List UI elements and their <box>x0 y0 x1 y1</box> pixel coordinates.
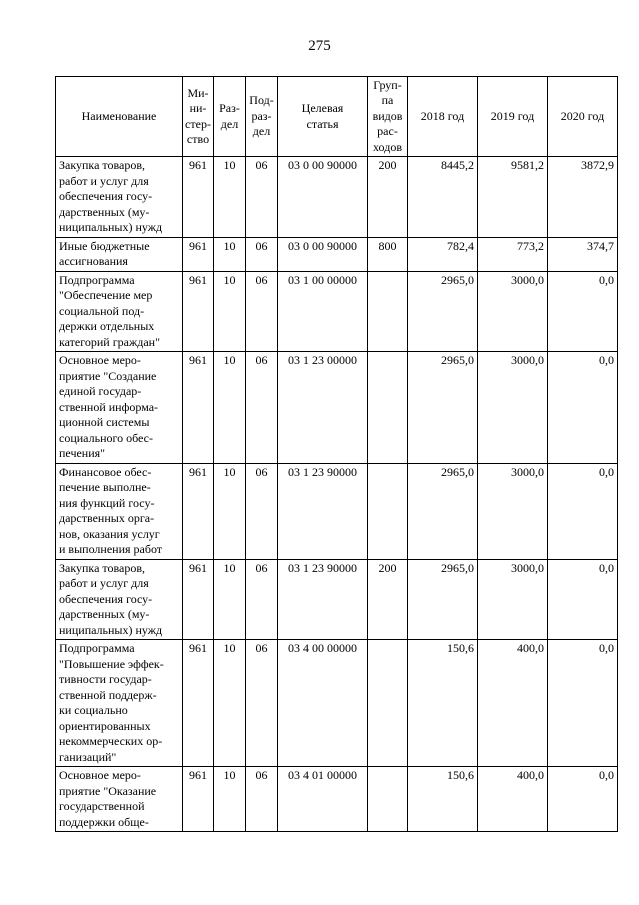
row-name-line: социального обес- <box>59 430 154 445</box>
budget-table <box>55 76 618 832</box>
row-name-line: "Повышение эффек- <box>59 656 164 671</box>
row-name-line: Закупка товаров, <box>59 560 145 575</box>
subsection-code: 06 <box>246 157 278 238</box>
amount-2018: 150,6 <box>408 767 478 832</box>
target-article: 03 0 00 90000 <box>278 157 368 238</box>
amount-2018: 2965,0 <box>408 559 478 640</box>
subsection-code: 06 <box>246 237 278 271</box>
row-name-line: и выполнения работ <box>59 542 163 556</box>
amount-2020: 0,0 <box>548 559 618 640</box>
row-name-line: ориентированных <box>59 718 151 733</box>
table-row <box>56 767 618 832</box>
header-text: раз- <box>251 108 272 123</box>
target-article: 03 0 00 90000 <box>278 237 368 271</box>
amount-2019: 3000,0 <box>478 463 548 559</box>
row-name-line: Подпрограмма <box>59 641 135 655</box>
subsection-code: 06 <box>246 352 278 464</box>
ministry-code: 961 <box>183 640 214 767</box>
subsection-code: 06 <box>246 640 278 767</box>
row-name-line: поддержки обще- <box>59 814 149 829</box>
subsection-code: 06 <box>246 767 278 832</box>
row-name-line: нов, оказания услуг <box>59 526 160 541</box>
header-text: Ми- <box>187 85 209 100</box>
header-text: видов <box>372 108 403 123</box>
row-name-line: обеспечения госу- <box>59 591 153 606</box>
header-text: ходов <box>373 139 402 154</box>
table-row <box>56 271 618 352</box>
header-text: рас- <box>377 124 398 139</box>
expense-group <box>368 352 408 464</box>
row-name-line: держки отдельных <box>59 319 155 333</box>
row-name-line: ственной информа- <box>59 399 159 414</box>
header-row <box>56 77 618 157</box>
amount-2018: 782,4 <box>408 237 478 271</box>
row-name-line: дарственных (му- <box>59 607 150 621</box>
row-name <box>56 352 183 464</box>
amount-2020: 0,0 <box>548 463 618 559</box>
header-subsection <box>246 77 278 157</box>
header-text: ни- <box>189 101 207 115</box>
row-name-line: ассигнования <box>59 254 128 268</box>
row-name-line: печение выполне- <box>59 480 151 494</box>
row-name <box>56 157 183 238</box>
amount-2020: 0,0 <box>548 767 618 832</box>
amount-2019: 9581,2 <box>478 157 548 238</box>
section-code: 10 <box>214 352 246 464</box>
ministry-code: 961 <box>183 463 214 559</box>
table-row <box>56 640 618 767</box>
row-name <box>56 271 183 352</box>
table-row <box>56 157 618 238</box>
row-name-line: Подпрограмма <box>59 272 135 287</box>
row-name-line: Иные бюджетные <box>59 238 150 253</box>
header-2020: 2020 год <box>548 77 618 157</box>
target-article: 03 4 00 00000 <box>278 640 368 767</box>
amount-2020: 374,7 <box>548 237 618 271</box>
section-code: 10 <box>214 157 246 238</box>
header-section <box>214 77 246 157</box>
ministry-code: 961 <box>183 271 214 352</box>
expense-group: 200 <box>368 559 408 640</box>
row-name-line: ниципальных) нужд <box>59 622 163 637</box>
header-2018: 2018 год <box>408 77 478 157</box>
row-name-line: обеспечения госу- <box>59 189 153 203</box>
ministry-code: 961 <box>183 237 214 271</box>
header-text: стер- <box>185 116 211 131</box>
row-name-line: ганизаций" <box>59 749 117 764</box>
row-name-line: приятие "Создание <box>59 368 157 383</box>
subsection-code: 06 <box>246 271 278 352</box>
row-name-line: печения" <box>59 446 106 460</box>
row-name-line: ционной системы <box>59 415 150 429</box>
row-name-line: социальной под- <box>59 303 145 318</box>
row-name-line: тивности государ- <box>59 672 152 686</box>
row-name-line: ственной поддерж- <box>59 687 157 702</box>
amount-2018: 2965,0 <box>408 463 478 559</box>
row-name <box>56 463 183 559</box>
row-name-line: Финансовое обес- <box>59 464 152 479</box>
table-row <box>56 463 618 559</box>
amount-2020: 0,0 <box>548 352 618 464</box>
ministry-code: 961 <box>183 767 214 832</box>
ministry-code: 961 <box>183 559 214 640</box>
expense-group <box>368 640 408 767</box>
target-article: 03 1 23 90000 <box>278 559 368 640</box>
header-text: Груп- <box>373 77 402 92</box>
section-code: 10 <box>214 237 246 271</box>
target-article: 03 1 23 00000 <box>278 352 368 464</box>
table-row <box>56 237 618 271</box>
target-article: 03 1 23 90000 <box>278 463 368 559</box>
table-row <box>56 559 618 640</box>
amount-2018: 2965,0 <box>408 352 478 464</box>
row-name <box>56 767 183 832</box>
expense-group <box>368 463 408 559</box>
row-name-line: единой государ- <box>59 384 142 398</box>
amount-2019: 3000,0 <box>478 559 548 640</box>
header-text: па <box>381 93 394 108</box>
row-name-line: "Обеспечение мер <box>59 288 153 302</box>
expense-group <box>368 767 408 832</box>
row-name-line: ниципальных) нужд <box>59 220 163 234</box>
row-name-line: некоммерческих ор- <box>59 734 163 748</box>
row-name-line: категорий граждан" <box>59 334 160 349</box>
header-text: Раз- <box>219 101 240 115</box>
target-article: 03 1 00 00000 <box>278 271 368 352</box>
expense-group <box>368 271 408 352</box>
page-number: 275 <box>308 38 331 54</box>
row-name-line: дарственных орга- <box>59 511 155 525</box>
section-code: 10 <box>214 463 246 559</box>
amount-2019: 400,0 <box>478 640 548 767</box>
header-text: дел <box>220 116 239 131</box>
section-code: 10 <box>214 271 246 352</box>
section-code: 10 <box>214 559 246 640</box>
header-text: дел <box>252 124 271 139</box>
header-target <box>278 77 368 157</box>
section-code: 10 <box>214 640 246 767</box>
amount-2020: 0,0 <box>548 640 618 767</box>
row-name <box>56 237 183 271</box>
amount-2019: 3000,0 <box>478 352 548 464</box>
header-expense-group <box>368 77 408 157</box>
amount-2020: 0,0 <box>548 271 618 352</box>
expense-group: 200 <box>368 157 408 238</box>
row-name-line: Основное меро- <box>59 353 141 367</box>
amount-2018: 150,6 <box>408 640 478 767</box>
header-ministry <box>183 77 214 157</box>
row-name-line: работ и услуг для <box>59 173 149 188</box>
ministry-code: 961 <box>183 157 214 238</box>
amount-2019: 773,2 <box>478 237 548 271</box>
expense-group: 800 <box>368 237 408 271</box>
header-text: Целевая <box>301 101 344 115</box>
row-name-line: работ и услуг для <box>59 576 149 590</box>
row-name-line: государственной <box>59 799 145 813</box>
row-name-line: дарственных (му- <box>59 204 150 219</box>
subsection-code: 06 <box>246 463 278 559</box>
amount-2019: 400,0 <box>478 767 548 832</box>
amount-2018: 2965,0 <box>408 271 478 352</box>
row-name-line: Закупка товаров, <box>59 158 145 172</box>
row-name-line: Основное меро- <box>59 768 141 782</box>
target-article: 03 4 01 00000 <box>278 767 368 832</box>
header-name: Наименование <box>56 77 183 157</box>
amount-2019: 3000,0 <box>478 271 548 352</box>
ministry-code: 961 <box>183 352 214 464</box>
row-name-line: ния функций госу- <box>59 495 155 510</box>
section-code: 10 <box>214 767 246 832</box>
header-text: ство <box>186 132 210 146</box>
row-name-line: приятие "Оказание <box>59 783 157 798</box>
header-2019: 2019 год <box>478 77 548 157</box>
amount-2020: 3872,9 <box>548 157 618 238</box>
row-name-line: ки социально <box>59 703 128 717</box>
table-row <box>56 352 618 464</box>
amount-2018: 8445,2 <box>408 157 478 238</box>
row-name <box>56 640 183 767</box>
row-name <box>56 559 183 640</box>
header-text: статья <box>306 116 339 131</box>
header-text: Под- <box>249 93 274 108</box>
subsection-code: 06 <box>246 559 278 640</box>
